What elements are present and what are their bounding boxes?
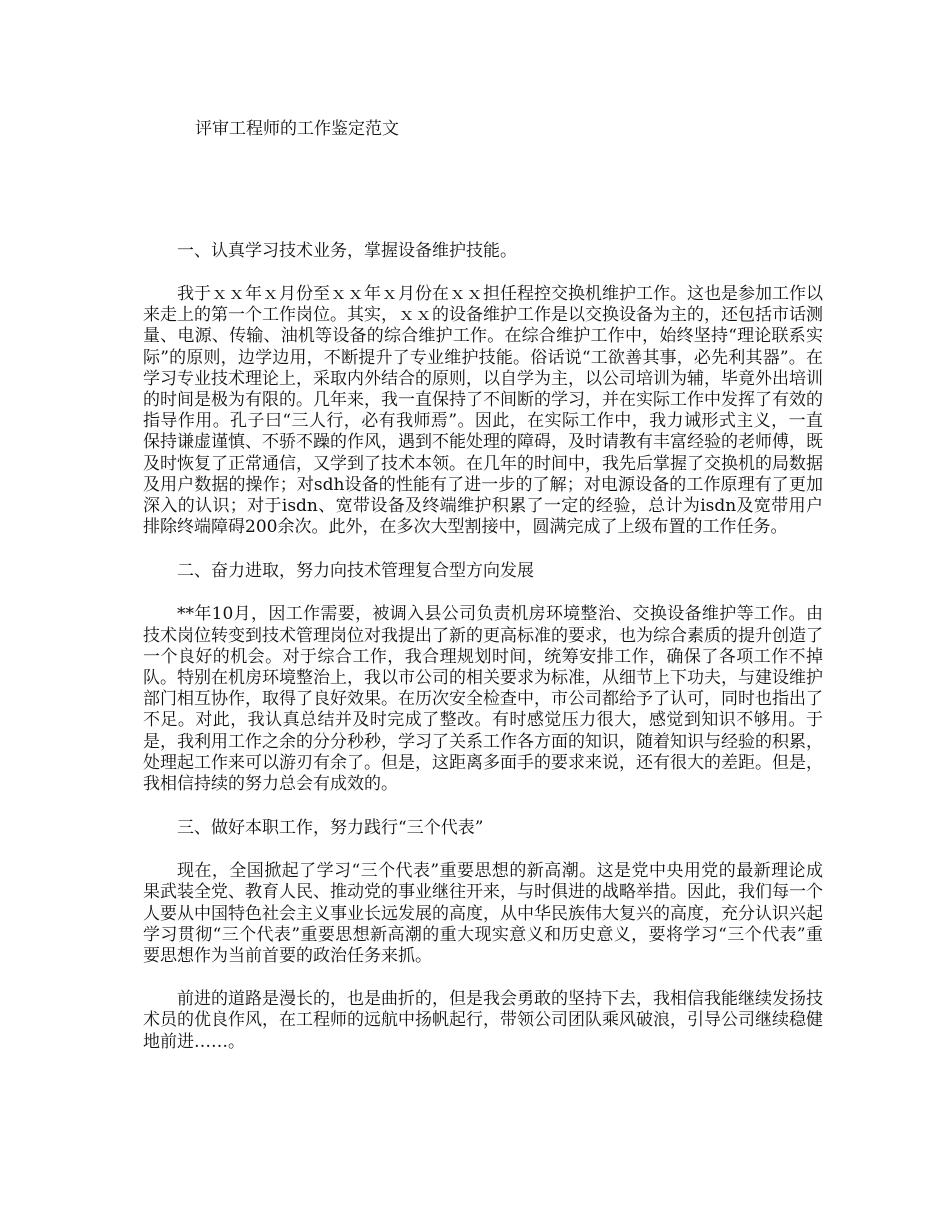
- spacer: [143, 582, 823, 604]
- document-body: [143, 240, 823, 1053]
- spacer: [143, 839, 823, 861]
- spacer: [143, 795, 823, 817]
- section-heading-2: 二、奋力进取，努力向技术管理复合型方向发展: [177, 561, 534, 582]
- section-2-paragraph-1: **年10月，因工作需要，被调入县公司负责机房环境整治、交换设备维护等工作。由技术岗位转变到技术管理岗位对我提出了新的更高标准的要求，也为综合素质的提升创造了一个良好的机会。对于综合工作，我合理规划时间，统筹安排工作，确保了各项工作不掉队。特别在机房环境整治上，我以市公司的相关要求为标准，从细节上下功夫，与建设维护部门相互协作，取得了良好效果。在历次安全检查中，市公司都给予了认可，同时也指出了不足。对此，我认真总结并及时完成了整改。有时感觉压力很大，感觉到知识不够用。于是，我利用工作之余的分分秒秒，学习了关系工作各方面的知识，随着知识与经验的积累，处理起工作来可以游刃有余了。但是，这距离多面手的要求来说，还有很大的差距。但是，我相信持续的努力总会有成效的。: [143, 604, 823, 795]
- section-heading-3: 三、做好本职工作，努力践行“三个代表”: [177, 818, 484, 839]
- section-1-paragraph-1: 我于ｘｘ年ｘ月份至ｘｘ年ｘ月份在ｘｘ担任程控交换机维护工作。这也是参加工作以来走上的第一个工作岗位。其实，ｘｘ的设备维护工作是以交换设备为主的，还包括市话测量、电源、传输、油机等设备的综合维护工作。在综合维护工作中，始终坚持“理论联系实际”的原则，边学边用，不断提升了专业维护技能。俗话说“工欲善其事，必先利其器”。在学习专业技术理论上，采取内外结合的原则，以自学为主，以公司培训为辅，毕竟外出培训的时间是极为有限的。几年来，我一直保持了不间断的学习，并在实际工作中发挥了有效的指导作用。孔子曰“三人行，必有我师焉”。因此，在实际工作中，我力诫形式主义，一直保持谦虚谨慎、不骄不躁的作风，遇到不能处理的障碍，及时请教有丰富经验的老师傅，既及时恢复了正常通信，又学到了技术本领。在几年的时间中，我先后掌握了交换机的局数据及用户数据的操作；对sdh设备的性能有了进一步的了解；对电源设备的工作原理有了更加深入的认识；对于isdn、宽带设备及终端维护积累了一定的经验，总计为isdn及宽带用户排除终端障碍200余次。此外，在多次大型割接中，圆满完成了上级布置的工作任务。: [143, 284, 823, 538]
- section-heading-1: 一、认真学习技术业务，掌握设备维护技能。: [177, 241, 517, 261]
- spacer: [143, 967, 823, 989]
- spacer: [143, 262, 823, 284]
- section-3-paragraph-1: 现在，全国掀起了学习“三个代表”重要思想的新高潮。这是党中央用党的最新理论成果武装全党、教育人民、推动党的事业继往开来，与时俱进的战略举措。因此，我们每一个人要从中国特色社会主义事业长远发展的高度，从中华民族伟大复兴的高度，充分认识兴起学习贯彻“三个代表”重要思想新高潮的重大现实意义和历史意义，要将学习“三个代表”重要思想作为当前首要的政治任务来抓。: [143, 861, 823, 967]
- section-3-paragraph-2: 前进的道路是漫长的，也是曲折的，但是我会勇敢的坚持下去，我相信我能继续发扬技术员的优良作风，在工程师的远航中扬帆起行，带领公司团队乘风破浪，引导公司继续稳健地前进……。: [143, 989, 823, 1052]
- document-title: 评审工程师的工作鉴定范文: [195, 119, 399, 139]
- spacer: [143, 538, 823, 560]
